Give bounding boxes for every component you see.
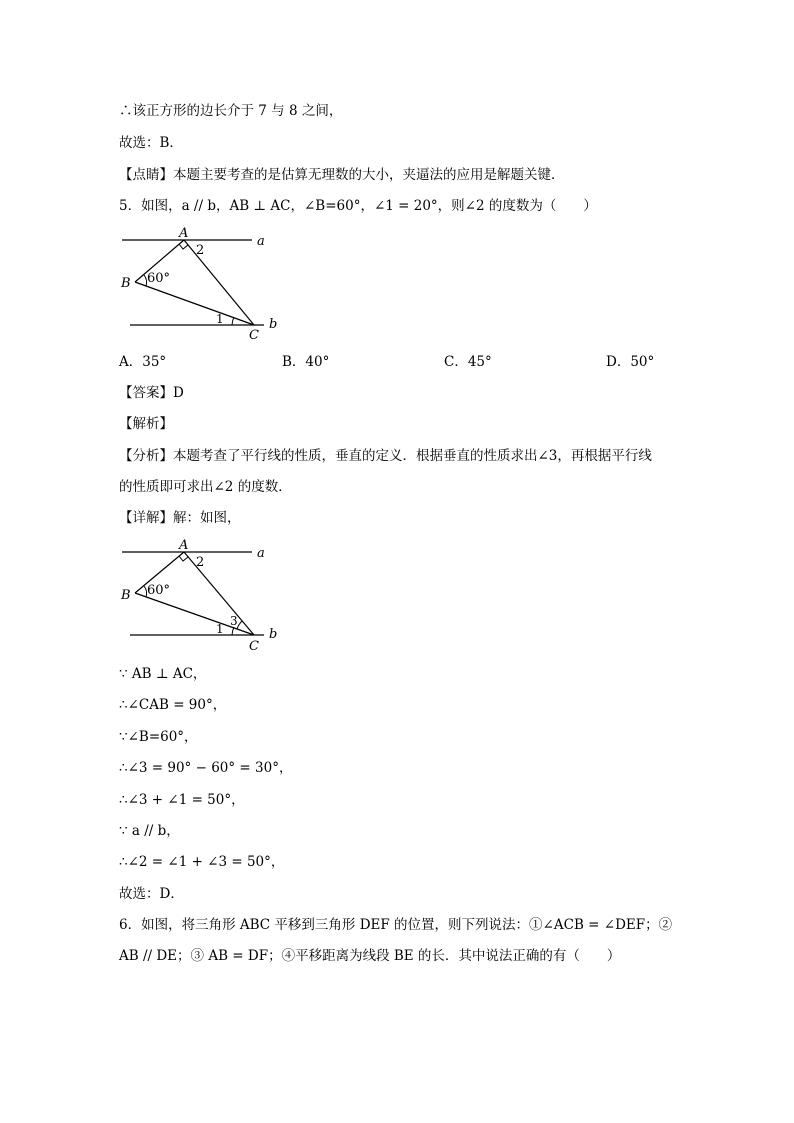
label-line-a: a	[257, 546, 265, 561]
solution-step: ∵ a // b，	[119, 823, 180, 839]
option-b: B．40°	[282, 354, 330, 370]
answer-line: 【答案】D	[119, 385, 184, 401]
geometry-figure-1	[118, 224, 288, 344]
solution-heading: 【详解】解：如图，	[119, 510, 241, 526]
question-6-continued: AB // DE；③ AB = DF；④平移距离为线段 BE 的长．其中说法正确的有（ ）	[119, 948, 621, 964]
label-2: 2	[196, 555, 205, 570]
text-line: 故选：B．	[119, 135, 183, 151]
text-line: 【点睛】本题主要考查的是估算无理数的大小，夹逼法的应用是解题关键．	[119, 167, 565, 183]
angle-1-arc	[232, 627, 234, 635]
option-a: A．35°	[119, 354, 167, 370]
label-a-point: A	[179, 538, 189, 553]
solution-step: ∴∠3 + ∠1 = 50°，	[119, 792, 245, 808]
solution-step: ∴∠CAB = 90°，	[119, 697, 227, 713]
solution-step: ∵ AB ⊥ AC，	[119, 666, 207, 682]
solution-step: 故选：D．	[119, 886, 184, 902]
label-b-point: B	[121, 588, 131, 603]
analysis-text: 【分析】本题考查了平行线的性质，垂直的定义．根据垂直的性质求出∠3，再根据平行线	[119, 448, 652, 464]
analysis-text: 的性质即可求出∠2 的度数．	[119, 479, 292, 495]
analysis-heading: 【解析】	[119, 416, 173, 432]
label-a-point: A	[179, 226, 189, 241]
label-b-point: B	[121, 276, 131, 291]
label-1: 1	[216, 622, 224, 636]
label-2: 2	[196, 243, 205, 258]
solution-step: ∴∠2 = ∠1 + ∠3 = 50°，	[119, 854, 285, 870]
angle-3-arc	[237, 621, 242, 629]
angle-1-arc	[232, 317, 234, 325]
label-60: 60°	[147, 583, 171, 598]
solution-step: ∵∠B=60°，	[119, 729, 198, 745]
option-d: D．50°	[606, 354, 655, 370]
label-1: 1	[216, 312, 224, 326]
question-6: 6．如图，将三角形 ABC 平移到三角形 DEF 的位置，则下列说法：①∠ACB = ∠DEF；②	[119, 917, 673, 933]
right-angle-mark	[179, 244, 188, 249]
label-c-point: C	[249, 328, 259, 343]
right-angle-mark	[179, 556, 188, 561]
label-line-b: b	[269, 627, 278, 642]
label-line-a: a	[257, 234, 265, 249]
geometry-figure-2	[118, 536, 288, 656]
label-line-b: b	[269, 317, 278, 332]
text-line: ∴该正方形的边长介于 7 与 8 之间，	[119, 103, 343, 119]
solution-step: ∴∠3 = 90° − 60° = 30°，	[119, 760, 293, 776]
question-5: 5．如图，a // b，AB ⊥ AC，∠B=60°，∠1 = 20°，则∠2 的度数为（ ）	[119, 198, 597, 214]
label-3: 3	[230, 614, 238, 628]
label-c-point: C	[249, 639, 259, 654]
option-c: C．45°	[444, 354, 492, 370]
label-60: 60°	[147, 271, 171, 286]
